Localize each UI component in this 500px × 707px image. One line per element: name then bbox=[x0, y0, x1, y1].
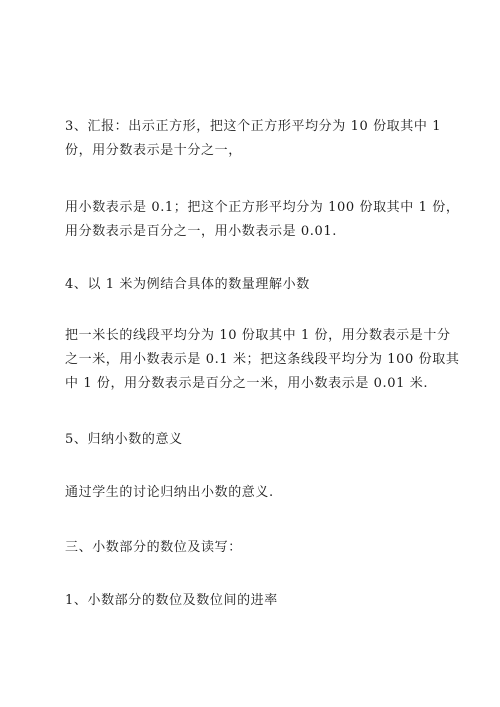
paragraph-meter-segment bbox=[65, 324, 460, 396]
heading-place-values bbox=[65, 589, 445, 613]
text-line: 之一米，用小数表示是 0.1 米；把这条线段平均分为 100 份取其 bbox=[65, 352, 460, 367]
text-line: 用小数表示是 0.1；把这个正方形平均分为 100 份取其中 1 份， bbox=[65, 200, 460, 215]
paragraph-discussion bbox=[65, 481, 445, 505]
text-line: 中 1 份，用分数表示是百分之一米，用小数表示是 0.01 米. bbox=[65, 376, 429, 391]
text-line: 3、汇报：出示正方形，把这个正方形平均分为 10 份取其中 1 bbox=[65, 119, 442, 134]
text-line: 用分数表示是百分之一，用小数表示是 0.01. bbox=[65, 224, 338, 239]
text-line: 三、小数部分的数位及读写： bbox=[65, 540, 242, 555]
text-line: 通过学生的讨论归纳出小数的意义. bbox=[65, 485, 274, 500]
heading-summarize-meaning bbox=[65, 428, 445, 452]
text-line: 4、以 1 米为例结合具体的数量理解小数 bbox=[65, 277, 310, 292]
text-line: 把一米长的线段平均分为 10 份取其中 1 份，用分数表示是十分 bbox=[65, 328, 451, 343]
section-heading-decimal-places bbox=[65, 536, 445, 560]
heading-meter-example bbox=[65, 273, 445, 297]
paragraph-decimal-square bbox=[65, 196, 460, 244]
paragraph-report-square bbox=[65, 115, 445, 163]
text-line: 1、小数部分的数位及数位间的进率 bbox=[65, 593, 278, 608]
text-line: 份，用分数表示是十分之一， bbox=[65, 143, 242, 158]
text-line: 5、归纳小数的意义 bbox=[65, 432, 183, 447]
